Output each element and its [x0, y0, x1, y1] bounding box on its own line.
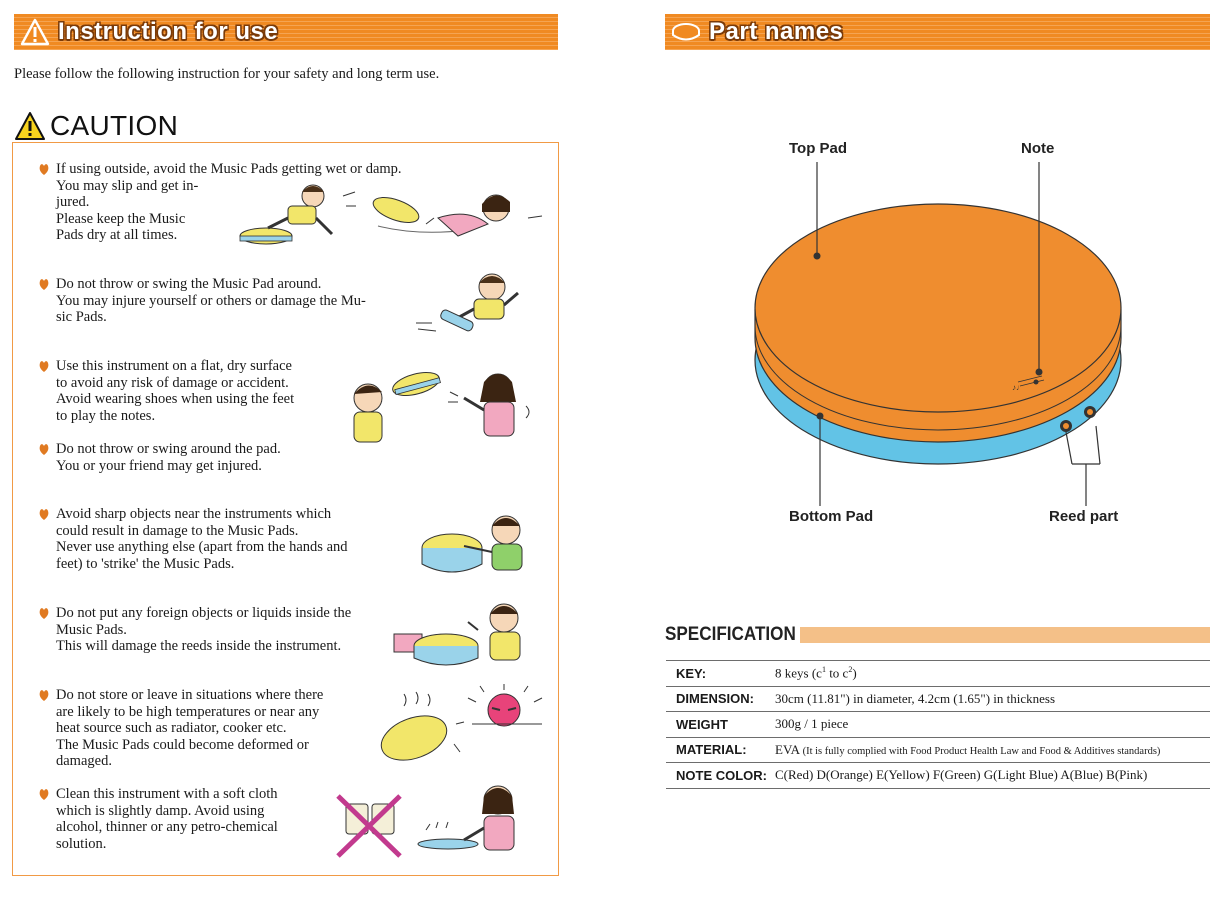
spec-key-value: 8 keys ($c^1$ to $c^2$) [775, 661, 1210, 687]
item-line: You or your friend may get injured. [56, 457, 262, 474]
spec-dimension-value: 30cm (11.81") in diameter, 4.2cm (1.65") in thickness [775, 686, 1210, 712]
part-names-title: Part names [709, 18, 844, 45]
bullet-icon [38, 507, 50, 521]
caution-triangle-icon [14, 111, 46, 141]
item-line: Do not put any foreign objects or liquids inside the [56, 605, 352, 621]
sharp-object-illustration [420, 508, 532, 584]
bullet-icon [38, 688, 50, 702]
bullet-icon [38, 787, 50, 801]
caution-heading [14, 110, 178, 142]
table-row [666, 661, 1210, 687]
item-line: Never use anything else (apart from the hands and [56, 539, 348, 555]
item-line: feet) to 'strike' the Music Pads. [56, 555, 235, 572]
specification-table [666, 660, 1210, 789]
item-line: alcohol, thinner or any petro-chemical [56, 819, 278, 835]
slipping-kids-illustration [228, 178, 550, 250]
spec-material-label: MATERIAL: [666, 737, 775, 763]
svg-text:♪♩: ♪♩ [1012, 383, 1024, 392]
caution-item-throw [38, 276, 366, 326]
swinging-pad-illustration [408, 265, 528, 350]
intro-text: Please follow the following instruction for your safety and long term use. [14, 66, 440, 82]
caution-item-sharp-objects [38, 506, 348, 572]
item-line: Use this instrument on a flat, dry surface [56, 358, 292, 374]
spec-note-color-label: NOTE COLOR: [666, 763, 775, 789]
item-line: jured. [56, 194, 90, 210]
item-line: Avoid wearing shoes when using the feet [56, 391, 295, 407]
item-line: Clean this instrument with a soft cloth [56, 786, 278, 802]
spec-note-color-value: C(Red) D(Orange) E(Yellow) F(Green) G(Light Blue) A(Blue) B(Pink) [775, 763, 1210, 789]
item-line: This will damage the reeds inside the instrument. [56, 638, 342, 654]
item-line: Do not throw or swing around the pad. [56, 441, 281, 457]
bullet-icon [38, 277, 50, 291]
table-row [666, 686, 1210, 712]
item-line: Please keep the Music [56, 210, 186, 227]
item-line: solution. [56, 835, 107, 852]
item-line: damaged. [56, 753, 112, 769]
table-row [666, 737, 1210, 763]
item-line: Music Pads. [56, 621, 127, 638]
heat-deformation-illustration [374, 684, 544, 776]
pad-icon [671, 18, 701, 46]
specification-rule [800, 627, 1210, 643]
spec-dimension-label: DIMENSION: [666, 686, 775, 712]
spec-material-value: EVA (It is fully complied with Food Product Health Law and Food & Additives standards) [775, 737, 1210, 763]
caution-item-heat [38, 687, 323, 770]
instruction-title: Instruction for use [58, 18, 279, 45]
spec-weight-label: WEIGHT [666, 712, 775, 738]
spec-key-label: KEY: [666, 661, 775, 687]
part-names-header-bar [665, 14, 1210, 50]
bullet-icon [38, 359, 50, 373]
item-line: to avoid any risk of damage or accident. [56, 374, 289, 391]
item-line: You may slip and get in- [56, 177, 199, 194]
table-row [666, 763, 1210, 789]
item-line: The Music Pads could become deformed or [56, 736, 309, 753]
spec-weight-value: 300g / 1 piece [775, 712, 1210, 738]
label-top-pad: Top Pad [789, 140, 848, 157]
caution-item-foreign-objects [38, 605, 351, 655]
pad-fight-illustration [340, 362, 540, 454]
bullet-icon [38, 606, 50, 620]
item-line: Avoid sharp objects near the instruments which [56, 506, 332, 522]
warning-triangle-icon [20, 18, 50, 46]
foreign-object-illustration [392, 600, 534, 672]
label-note: Note [1021, 140, 1055, 157]
item-line: could result in damage to the Music Pads. [56, 522, 299, 539]
label-reed-part: Reed part [1049, 508, 1119, 525]
music-pad-diagram [740, 150, 1140, 530]
caution-title: CAUTION [50, 110, 179, 141]
item-line: to play the notes. [56, 407, 156, 424]
item-line: heat source such as radiator, cooker etc. [56, 720, 287, 736]
item-line: are likely to be high temperatures or near any [56, 703, 320, 720]
instruction-header-bar [14, 14, 558, 50]
item-line: Do not store or leave in situations where there [56, 687, 324, 703]
bullet-icon [38, 162, 50, 176]
bullet-icon [38, 442, 50, 456]
caution-item-cleaning [38, 786, 278, 852]
table-row [666, 712, 1210, 738]
label-bottom-pad: Bottom Pad [789, 508, 874, 525]
item-line: sic Pads. [56, 309, 107, 325]
item-line: Do not throw or swing the Music Pad around. [56, 276, 322, 292]
item-line: Pads dry at all times. [56, 227, 178, 243]
item-line: which is slightly damp. Avoid using [56, 802, 265, 819]
spec-material-note: (It is fully complied with Food Product Health Law and Food & Additives standards) [802, 745, 1161, 757]
item-line: If using outside, avoid the Music Pads getting wet or damp. [56, 161, 402, 177]
item-line: You may injure yourself or others or damage the Mu- [56, 292, 366, 309]
cleaning-illustration [334, 778, 532, 862]
caution-item-swing-pad [38, 441, 281, 474]
specification-title: SPECIFICATION [665, 624, 796, 645]
caution-item-flat-surface [38, 358, 294, 424]
